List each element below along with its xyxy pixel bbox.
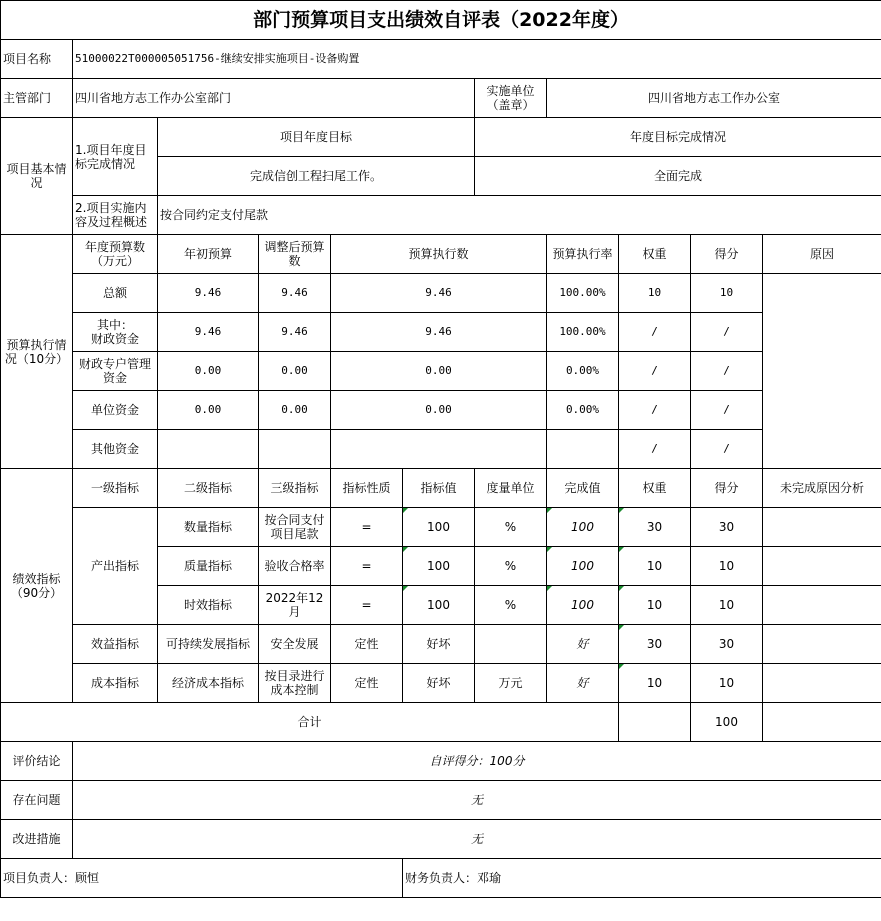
budget-row-initial: 0.00 (158, 391, 259, 430)
budget-header-initial: 年初预算 (158, 235, 259, 274)
perf-header-nature: 指标性质 (331, 469, 403, 508)
perf-header-l1: 一级指标 (73, 469, 158, 508)
benefit-indicator-label: 效益指标 (73, 625, 158, 664)
goal-label: 1.项目年度目标完成情况 (73, 118, 158, 196)
indicator-weight: 30 (619, 508, 691, 547)
perf-header-reason: 未完成原因分析 (763, 469, 881, 508)
improve-value: 无 (73, 820, 881, 859)
budget-row-score: / (691, 391, 763, 430)
indicator-unit (475, 625, 547, 664)
indicator-nature: = (331, 586, 403, 625)
perf-header-l2: 二级指标 (158, 469, 259, 508)
project-owner: 项目负责人：顾恒 (1, 859, 403, 898)
budget-section-label: 预算执行情况（10分） (1, 235, 73, 469)
indicator-value: 100 (403, 508, 475, 547)
budget-row-name: 其他资金 (73, 430, 158, 469)
budget-row-executed: 9.46 (331, 313, 547, 352)
indicator-weight: 10 (619, 547, 691, 586)
budget-row-weight: / (619, 313, 691, 352)
goal-target-value: 完成信创工程扫尾工作。 (158, 157, 475, 196)
indicator-l2: 经济成本指标 (158, 664, 259, 703)
indicator-weight: 10 (619, 586, 691, 625)
budget-row-name: 其中： 财政资金 (73, 313, 158, 352)
page-title: 部门预算项目支出绩效自评表（2022年度） (1, 1, 881, 40)
indicator-l3: 2022年12月 (259, 586, 331, 625)
budget-row-executed (331, 430, 547, 469)
indicator-unit: 万元 (475, 664, 547, 703)
budget-row-executed: 9.46 (331, 274, 547, 313)
total-label: 合计 (1, 703, 619, 742)
project-name-label: 项目名称 (1, 40, 73, 79)
perf-header-l3: 三级指标 (259, 469, 331, 508)
indicator-score: 30 (691, 625, 763, 664)
indicator-score: 10 (691, 547, 763, 586)
dept-value: 四川省地方志工作办公室部门 (73, 79, 475, 118)
output-indicator-label: 产出指标 (73, 508, 158, 625)
perf-header-weight: 权重 (619, 469, 691, 508)
conclusion-value: 自评得分：100分 (73, 742, 881, 781)
perf-section-label: 绩效指标（90分） (1, 469, 73, 703)
indicator-l3: 按目录进行成本控制 (259, 664, 331, 703)
total-weight (619, 703, 691, 742)
budget-row-initial: 0.00 (158, 352, 259, 391)
budget-row-adjusted: 0.00 (259, 352, 331, 391)
indicator-done: 好 (547, 625, 619, 664)
budget-header-rate: 预算执行率 (547, 235, 619, 274)
perf-header-value: 指标值 (403, 469, 475, 508)
budget-row-name: 总额 (73, 274, 158, 313)
indicator-nature: 定性 (331, 664, 403, 703)
content-value: 按合同约定支付尾款 (158, 196, 881, 235)
indicator-value: 100 (403, 547, 475, 586)
indicator-l3: 安全发展 (259, 625, 331, 664)
budget-row-name: 单位资金 (73, 391, 158, 430)
impl-unit-label: 实施单位 （盖章） (475, 79, 547, 118)
issues-label: 存在问题 (1, 781, 73, 820)
indicator-weight: 10 (619, 664, 691, 703)
budget-reason-cell (763, 274, 881, 469)
indicator-score: 10 (691, 586, 763, 625)
indicator-l2: 数量指标 (158, 508, 259, 547)
budget-row-weight: / (619, 430, 691, 469)
budget-row-initial: 9.46 (158, 274, 259, 313)
indicator-l3: 按合同支付项目尾款 (259, 508, 331, 547)
content-label: 2.项目实施内容及过程概述 (73, 196, 158, 235)
goal-col-target: 项目年度目标 (158, 118, 475, 157)
issues-value: 无 (73, 781, 881, 820)
perf-header-score: 得分 (691, 469, 763, 508)
improve-label: 改进措施 (1, 820, 73, 859)
indicator-done: 好 (547, 664, 619, 703)
indicator-reason (763, 547, 881, 586)
finance-owner: 财务负责人：邓瑜 (403, 859, 881, 898)
budget-row-rate: 100.00% (547, 313, 619, 352)
indicator-unit: % (475, 547, 547, 586)
cost-indicator-label: 成本指标 (73, 664, 158, 703)
goal-col-completion: 年度目标完成情况 (475, 118, 881, 157)
indicator-value: 好坏 (403, 625, 475, 664)
indicator-value: 100 (403, 586, 475, 625)
budget-row-adjusted: 9.46 (259, 274, 331, 313)
indicator-score: 30 (691, 508, 763, 547)
budget-header-weight: 权重 (619, 235, 691, 274)
indicator-l2: 时效指标 (158, 586, 259, 625)
budget-row-adjusted: 0.00 (259, 391, 331, 430)
budget-row-score: / (691, 313, 763, 352)
budget-row-adjusted (259, 430, 331, 469)
budget-row-rate (547, 430, 619, 469)
indicator-l2: 质量指标 (158, 547, 259, 586)
budget-header-score: 得分 (691, 235, 763, 274)
impl-unit-value: 四川省地方志工作办公室 (547, 79, 881, 118)
indicator-unit: % (475, 586, 547, 625)
indicator-score: 10 (691, 664, 763, 703)
indicator-done: 100 (547, 508, 619, 547)
indicator-unit: % (475, 508, 547, 547)
indicator-reason (763, 625, 881, 664)
dept-label: 主管部门 (1, 79, 73, 118)
budget-row-weight: / (619, 352, 691, 391)
conclusion-label: 评价结论 (1, 742, 73, 781)
budget-row-name: 财政专户管理资金 (73, 352, 158, 391)
budget-header-adjusted: 调整后预算数 (259, 235, 331, 274)
indicator-reason (763, 664, 881, 703)
budget-header-executed: 预算执行数 (331, 235, 547, 274)
budget-row-executed: 0.00 (331, 391, 547, 430)
budget-row-weight: / (619, 391, 691, 430)
budget-row-score: 10 (691, 274, 763, 313)
indicator-done: 100 (547, 586, 619, 625)
indicator-reason (763, 586, 881, 625)
indicator-done: 100 (547, 547, 619, 586)
budget-row-rate: 0.00% (547, 391, 619, 430)
indicator-l2: 可持续发展指标 (158, 625, 259, 664)
budget-row-initial (158, 430, 259, 469)
budget-row-initial: 9.46 (158, 313, 259, 352)
project-name-value: 51000022T000005051756-继续安排实施项目-设备购置 (73, 40, 881, 79)
perf-header-unit: 度量单位 (475, 469, 547, 508)
budget-header-reason: 原因 (763, 235, 881, 274)
budget-row-rate: 0.00% (547, 352, 619, 391)
indicator-reason (763, 508, 881, 547)
total-reason (763, 703, 881, 742)
budget-row-score: / (691, 430, 763, 469)
budget-row-weight: 10 (619, 274, 691, 313)
budget-row-adjusted: 9.46 (259, 313, 331, 352)
indicator-weight: 30 (619, 625, 691, 664)
budget-header-annual: 年度预算数（万元） (73, 235, 158, 274)
budget-row-rate: 100.00% (547, 274, 619, 313)
goal-completion-value: 全面完成 (475, 157, 881, 196)
budget-row-score: / (691, 352, 763, 391)
indicator-nature: 定性 (331, 625, 403, 664)
basic-info-label: 项目基本情况 (1, 118, 73, 235)
indicator-l3: 验收合格率 (259, 547, 331, 586)
indicator-value: 好坏 (403, 664, 475, 703)
total-score: 100 (691, 703, 763, 742)
perf-header-done: 完成值 (547, 469, 619, 508)
indicator-nature: = (331, 508, 403, 547)
budget-row-executed: 0.00 (331, 352, 547, 391)
indicator-nature: = (331, 547, 403, 586)
